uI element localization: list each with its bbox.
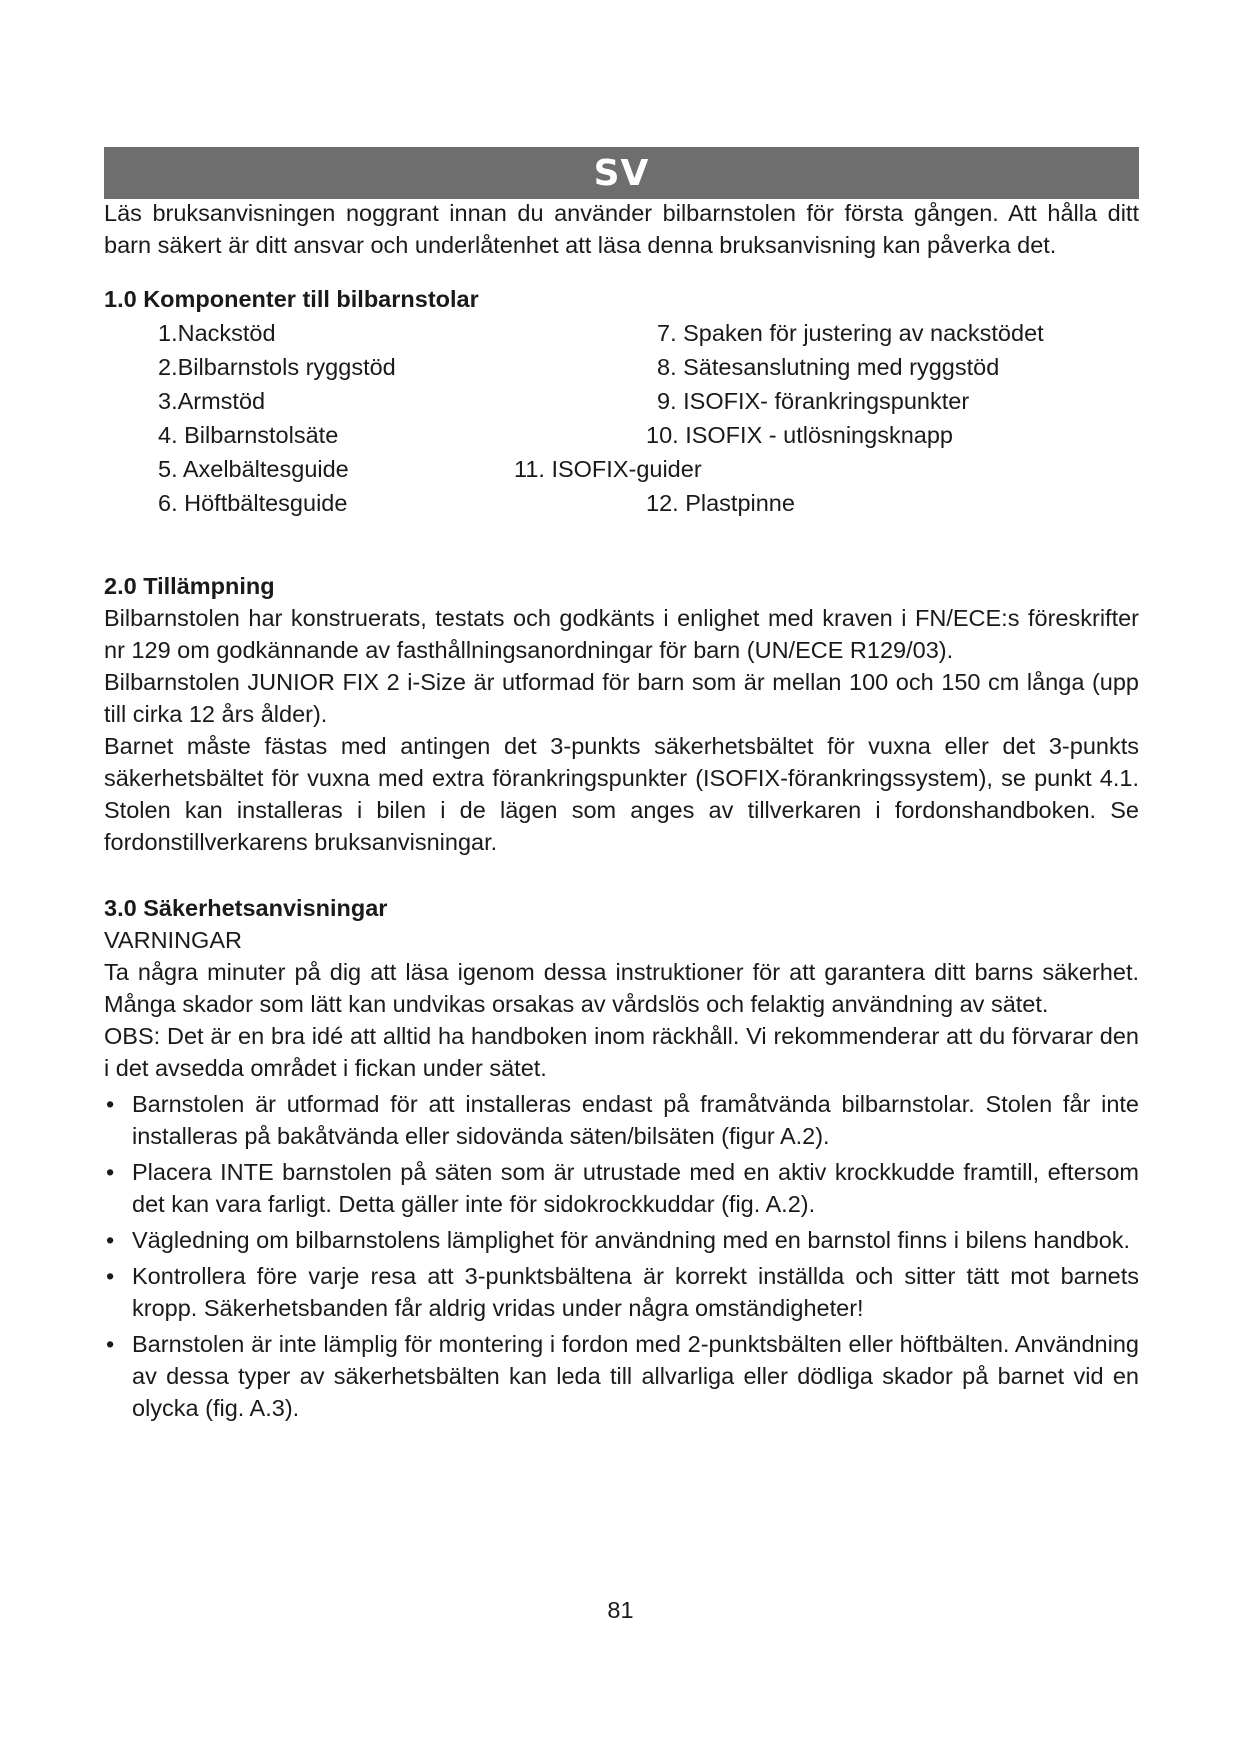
warning-item	[104, 1224, 1139, 1256]
bullet-icon: •	[106, 1091, 115, 1117]
section-2-paragraph: Barnet måste fästas med antingen det 3-punkts säkerhetsbältet för vuxna eller det 3-punkts säkerhetsbältet för vuxna med extra förankringspunkter (ISOFIX-förankringssystem), se punkt 4.1. Stolen kan installeras i bilen i de lägen som anges av tillverkaren i fordonshandboken. Se fordonstillverkarens bruksanvisningar.	[104, 733, 1139, 855]
section-2-paragraph: Bilbarnstolen har konstruerats, testats och godkänts i enlighet med kraven i FN/ECE:s föreskrifter nr 129 om godkännande av fasthållningsanordningar för barn (UN/ECE R129/03).	[104, 605, 1139, 663]
component-item: 7. Spaken för justering av nackstödet	[657, 320, 1044, 346]
warning-text: Kontrollera före varje resa att 3-punktsbältena är korrekt inställda och sitter tätt mot barnets kropp. Säkerhetsbanden får aldrig vridas under några omständigheter!	[132, 1263, 1139, 1321]
language-code: SV	[593, 152, 650, 194]
bullet-icon: •	[106, 1263, 115, 1289]
warning-item	[104, 1088, 1139, 1152]
bullet-icon: •	[106, 1331, 115, 1357]
section-2-paragraph: Bilbarnstolen JUNIOR FIX 2 i-Size är utformad för barn som är mellan 100 och 150 cm långa (upp till cirka 12 års ålder).	[104, 669, 1139, 727]
warning-item	[104, 1328, 1139, 1424]
warning-text: Placera INTE barnstolen på säten som är utrustade med en aktiv krockkudde framtill, eftersom det kan vara farligt. Detta gäller inte för sidokrockkuddar (fig. A.2).	[132, 1159, 1139, 1217]
warning-list	[104, 1088, 1139, 1424]
warning-item	[104, 1260, 1139, 1324]
page-number: 81	[607, 1597, 634, 1623]
intro-text: Läs bruksanvisningen noggrant innan du använder bilbarnstolen för första gången. Att hålla ditt barn säkert är ditt ansvar och underlåtenhet att läsa denna bruksanvisning kan påverka det.	[104, 200, 1139, 258]
component-item: 12. Plastpinne	[646, 490, 795, 516]
language-banner	[104, 147, 1139, 199]
bullet-icon: •	[106, 1159, 115, 1185]
warning-item	[104, 1156, 1139, 1220]
component-item: 11. ISOFIX-guider	[514, 456, 702, 482]
component-item: 3.Armstöd	[158, 388, 266, 414]
section-3-title: 3.0 Säkerhetsanvisningar	[104, 895, 388, 921]
warning-text: Vägledning om bilbarnstolens lämplighet för användning med en barnstol finns i bilens handbok.	[132, 1227, 1131, 1253]
bullet-icon: •	[106, 1227, 115, 1253]
section-2-title: 2.0 Tillämpning	[104, 573, 275, 599]
component-item: 9. ISOFIX- förankringspunkter	[657, 388, 970, 414]
component-item: 1.Nackstöd	[158, 320, 276, 346]
section-3-paragraph: Ta några minuter på dig att läsa igenom dessa instruktioner för att garantera ditt barns säkerhet. Många skador som lätt kan undvikas orsakas av vårdslös och felaktig användning av sätet.	[104, 959, 1139, 1017]
warnings-heading: VARNINGAR	[104, 927, 242, 953]
component-item: 2.Bilbarnstols ryggstöd	[158, 354, 396, 380]
component-list	[104, 317, 1139, 522]
component-item: 4. Bilbarnstolsäte	[158, 422, 339, 448]
component-item: 5. Axelbältesguide	[158, 456, 349, 482]
component-item: 6. Höftbältesguide	[158, 490, 348, 516]
warning-text: Barnstolen är inte lämplig för montering i fordon med 2-punktsbälten eller höftbälten. Användning av dessa typer av säkerhetsbälten kan leda till allvarliga eller dödliga skador på barnet vid en olycka (fig. A.3).	[132, 1331, 1139, 1421]
component-item: 10. ISOFIX - utlösningsknapp	[646, 422, 953, 448]
section-3-paragraph: OBS: Det är en bra idé att alltid ha handboken inom räckhåll. Vi rekommenderar att du förvarar den i det avsedda området i fickan under sätet.	[104, 1023, 1139, 1081]
section-1-title: 1.0 Komponenter till bilbarnstolar	[104, 286, 479, 312]
warning-text: Barnstolen är utformad för att installeras endast på framåtvända bilbarnstolar. Stolen får inte installeras på bakåtvända eller sidovända säten/bilsäten (figur A.2).	[132, 1091, 1139, 1149]
page-content	[104, 197, 1139, 1428]
component-item: 8. Sätesanslutning med ryggstöd	[657, 354, 1000, 380]
